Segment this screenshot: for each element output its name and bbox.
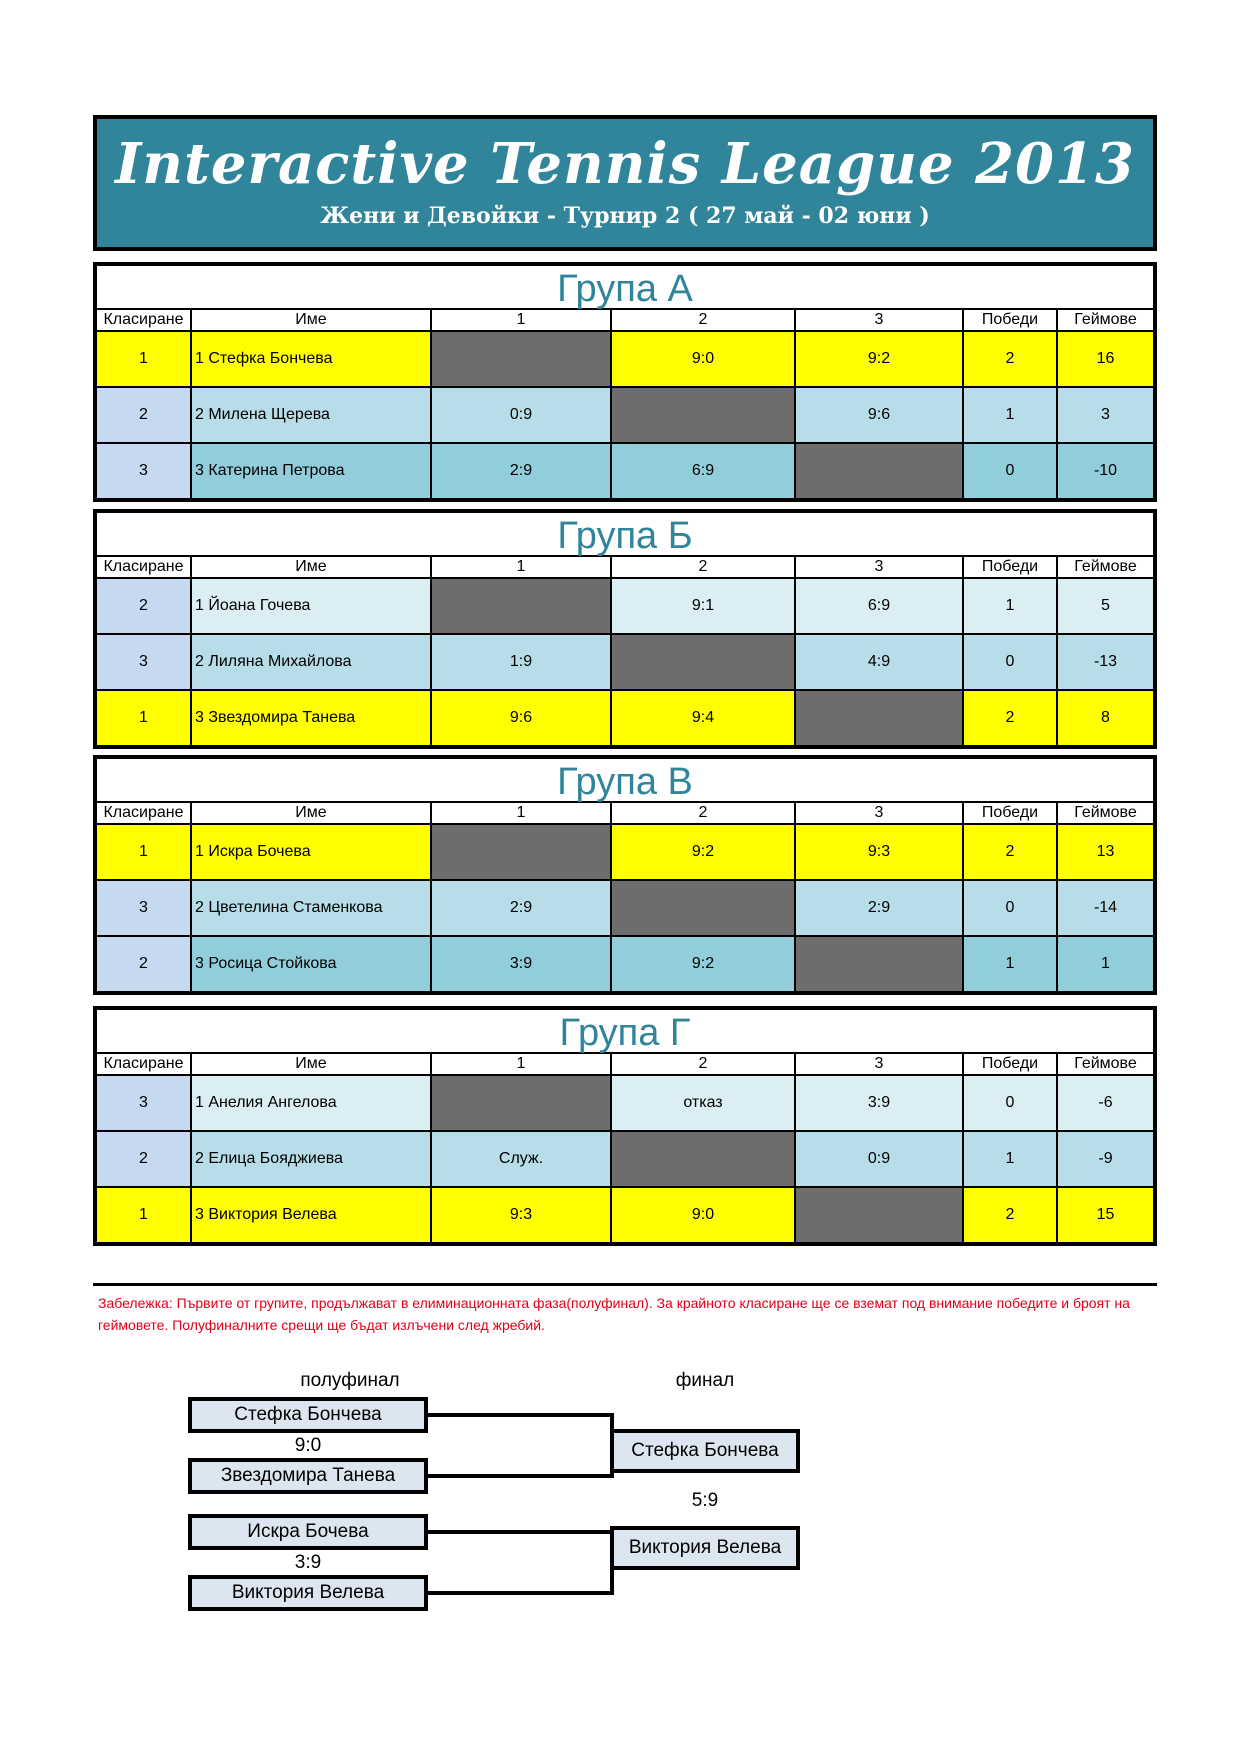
games-cell: -13 [1057, 634, 1153, 690]
semifinal-1-score: 9:0 [294, 1435, 322, 1456]
score-cell [611, 387, 795, 443]
player-name-cell: 1 Искра Бочева [191, 824, 431, 880]
wins-cell: 0 [963, 1075, 1057, 1131]
score-cell: 4:9 [795, 634, 963, 690]
semifinal-2-player-1: Искра Бочева [188, 1514, 428, 1550]
table-row [97, 936, 1153, 991]
score-cell [431, 578, 611, 634]
games-cell: -14 [1057, 880, 1153, 936]
group-title: Група Г [97, 1010, 1153, 1054]
score-cell: 9:6 [431, 690, 611, 745]
games-cell: -9 [1057, 1131, 1153, 1187]
score-cell: 1:9 [431, 634, 611, 690]
column-header: Класиране [97, 803, 191, 824]
column-header: 3 [795, 803, 963, 824]
games-cell: 3 [1057, 387, 1153, 443]
header-row [97, 310, 1153, 331]
group-table [93, 262, 1157, 502]
bracket-line [428, 1413, 614, 1417]
score-cell: 2:9 [431, 443, 611, 498]
score-cell: 9:2 [611, 936, 795, 991]
column-header: Геймове [1057, 557, 1153, 578]
score-cell: 2:9 [431, 880, 611, 936]
score-cell: 9:0 [611, 1187, 795, 1242]
rank-cell: 2 [97, 936, 191, 991]
score-cell [795, 936, 963, 991]
score-cell: 3:9 [795, 1075, 963, 1131]
score-cell [431, 331, 611, 387]
table-row [97, 1131, 1153, 1187]
column-header: Победи [963, 557, 1057, 578]
score-cell: 0:9 [431, 387, 611, 443]
table-row [97, 387, 1153, 443]
rank-cell: 1 [97, 824, 191, 880]
games-cell: -6 [1057, 1075, 1153, 1131]
bracket-line [428, 1530, 614, 1534]
score-cell: 9:1 [611, 578, 795, 634]
player-name-cell: 3 Росица Стойкова [191, 936, 431, 991]
column-header: 2 [611, 1054, 795, 1075]
divider [93, 1283, 1157, 1286]
table-row [97, 578, 1153, 634]
rank-cell: 3 [97, 443, 191, 498]
score-cell [795, 443, 963, 498]
header-row [97, 1054, 1153, 1075]
player-name-cell: 2 Елица Бояджиева [191, 1131, 431, 1187]
player-name-cell: 3 Виктория Велева [191, 1187, 431, 1242]
score-cell [431, 824, 611, 880]
rank-cell: 1 [97, 1187, 191, 1242]
group-title: Група В [97, 759, 1153, 803]
group-table [93, 509, 1157, 749]
group-table [93, 1006, 1157, 1246]
column-header: Име [191, 803, 431, 824]
table-row [97, 880, 1153, 936]
player-name-cell: 3 Катерина Петрова [191, 443, 431, 498]
score-cell: 9:2 [611, 824, 795, 880]
score-cell: 9:6 [795, 387, 963, 443]
final-score: 5:9 [691, 1490, 719, 1511]
column-header: Класиране [97, 310, 191, 331]
wins-cell: 0 [963, 443, 1057, 498]
score-cell [611, 634, 795, 690]
note-text: Забележка: Първите от групите, продължават в елиминационната фаза(полуфинал). За крайното класиране ще се вземат под внимание победите и броят на геймовете. Полуфиналните срещи ще бъдат излъчени след жребий. [98, 1295, 1130, 1333]
column-header: 1 [431, 557, 611, 578]
score-cell: 9:3 [795, 824, 963, 880]
games-cell: 15 [1057, 1187, 1153, 1242]
score-cell [431, 1075, 611, 1131]
score-cell: отказ [611, 1075, 795, 1131]
column-header: Име [191, 557, 431, 578]
semifinal-2-player-2: Виктория Велева [188, 1575, 428, 1611]
column-header: 1 [431, 310, 611, 331]
rank-cell: 3 [97, 880, 191, 936]
score-cell: 3:9 [431, 936, 611, 991]
bracket-line [428, 1474, 614, 1478]
score-cell: 9:0 [611, 331, 795, 387]
column-header: Геймове [1057, 803, 1153, 824]
bracket-line [428, 1591, 614, 1595]
column-header: Геймове [1057, 1054, 1153, 1075]
games-cell: -10 [1057, 443, 1153, 498]
table-row [97, 443, 1153, 498]
column-header: 3 [795, 1054, 963, 1075]
wins-cell: 0 [963, 880, 1057, 936]
semifinal-label: полуфинал [300, 1370, 400, 1391]
table-row [97, 331, 1153, 387]
group-title: Група Б [97, 513, 1153, 557]
games-cell: 1 [1057, 936, 1153, 991]
final-player-2: Виктория Велева [610, 1526, 800, 1570]
column-header: Победи [963, 310, 1057, 331]
header-row [97, 803, 1153, 824]
table-row [97, 1075, 1153, 1131]
group-table [93, 755, 1157, 995]
column-header: 2 [611, 557, 795, 578]
column-header: Име [191, 310, 431, 331]
column-header: Класиране [97, 1054, 191, 1075]
games-cell: 8 [1057, 690, 1153, 745]
column-header: 3 [795, 557, 963, 578]
wins-cell: 2 [963, 331, 1057, 387]
tournament-subtitle: Жени и Девойки - Турнир 2 ( 27 май - 02 юни ) [320, 203, 930, 229]
tournament-header [93, 115, 1157, 251]
score-cell: 9:2 [795, 331, 963, 387]
tournament-title: Interactive Tennis League 2013 [115, 131, 1135, 197]
player-name-cell: 3 Звездомира Танева [191, 690, 431, 745]
final-player-1: Стефка Бончева [610, 1429, 800, 1473]
column-header: Име [191, 1054, 431, 1075]
column-header: Победи [963, 803, 1057, 824]
rank-cell: 2 [97, 387, 191, 443]
rank-cell: 2 [97, 578, 191, 634]
column-header: Класиране [97, 557, 191, 578]
score-cell [795, 690, 963, 745]
score-cell [795, 1187, 963, 1242]
wins-cell: 1 [963, 387, 1057, 443]
score-cell: 9:4 [611, 690, 795, 745]
wins-cell: 2 [963, 824, 1057, 880]
table-row [97, 824, 1153, 880]
score-cell [611, 880, 795, 936]
column-header: Победи [963, 1054, 1057, 1075]
player-name-cell: 1 Йоана Гочева [191, 578, 431, 634]
score-cell: 0:9 [795, 1131, 963, 1187]
column-header: 3 [795, 310, 963, 331]
score-cell: 6:9 [795, 578, 963, 634]
semifinal-2-score: 3:9 [294, 1552, 322, 1573]
table-row [97, 690, 1153, 745]
score-cell [611, 1131, 795, 1187]
table-row [97, 634, 1153, 690]
player-name-cell: 1 Анелия Ангелова [191, 1075, 431, 1131]
wins-cell: 1 [963, 1131, 1057, 1187]
wins-cell: 2 [963, 690, 1057, 745]
table-row [97, 1187, 1153, 1242]
player-name-cell: 2 Цветелина Стаменкова [191, 880, 431, 936]
games-cell: 13 [1057, 824, 1153, 880]
column-header: Геймове [1057, 310, 1153, 331]
rank-cell: 1 [97, 331, 191, 387]
wins-cell: 1 [963, 578, 1057, 634]
column-header: 2 [611, 310, 795, 331]
semifinal-1-player-2: Звездомира Танева [188, 1458, 428, 1494]
games-cell: 16 [1057, 331, 1153, 387]
wins-cell: 1 [963, 936, 1057, 991]
header-row [97, 557, 1153, 578]
score-cell: Служ. [431, 1131, 611, 1187]
score-cell: 2:9 [795, 880, 963, 936]
rank-cell: 3 [97, 1075, 191, 1131]
wins-cell: 2 [963, 1187, 1057, 1242]
wins-cell: 0 [963, 634, 1057, 690]
player-name-cell: 2 Милена Щерева [191, 387, 431, 443]
column-header: 1 [431, 1054, 611, 1075]
score-cell: 9:3 [431, 1187, 611, 1242]
rank-cell: 2 [97, 1131, 191, 1187]
player-name-cell: 2 Лиляна Михайлова [191, 634, 431, 690]
player-name-cell: 1 Стефка Бончева [191, 331, 431, 387]
column-header: 2 [611, 803, 795, 824]
games-cell: 5 [1057, 578, 1153, 634]
final-label: финал [675, 1370, 735, 1391]
rank-cell: 1 [97, 690, 191, 745]
group-title: Група А [97, 266, 1153, 310]
semifinal-1-player-1: Стефка Бончева [188, 1397, 428, 1433]
score-cell: 6:9 [611, 443, 795, 498]
column-header: 1 [431, 803, 611, 824]
rank-cell: 3 [97, 634, 191, 690]
